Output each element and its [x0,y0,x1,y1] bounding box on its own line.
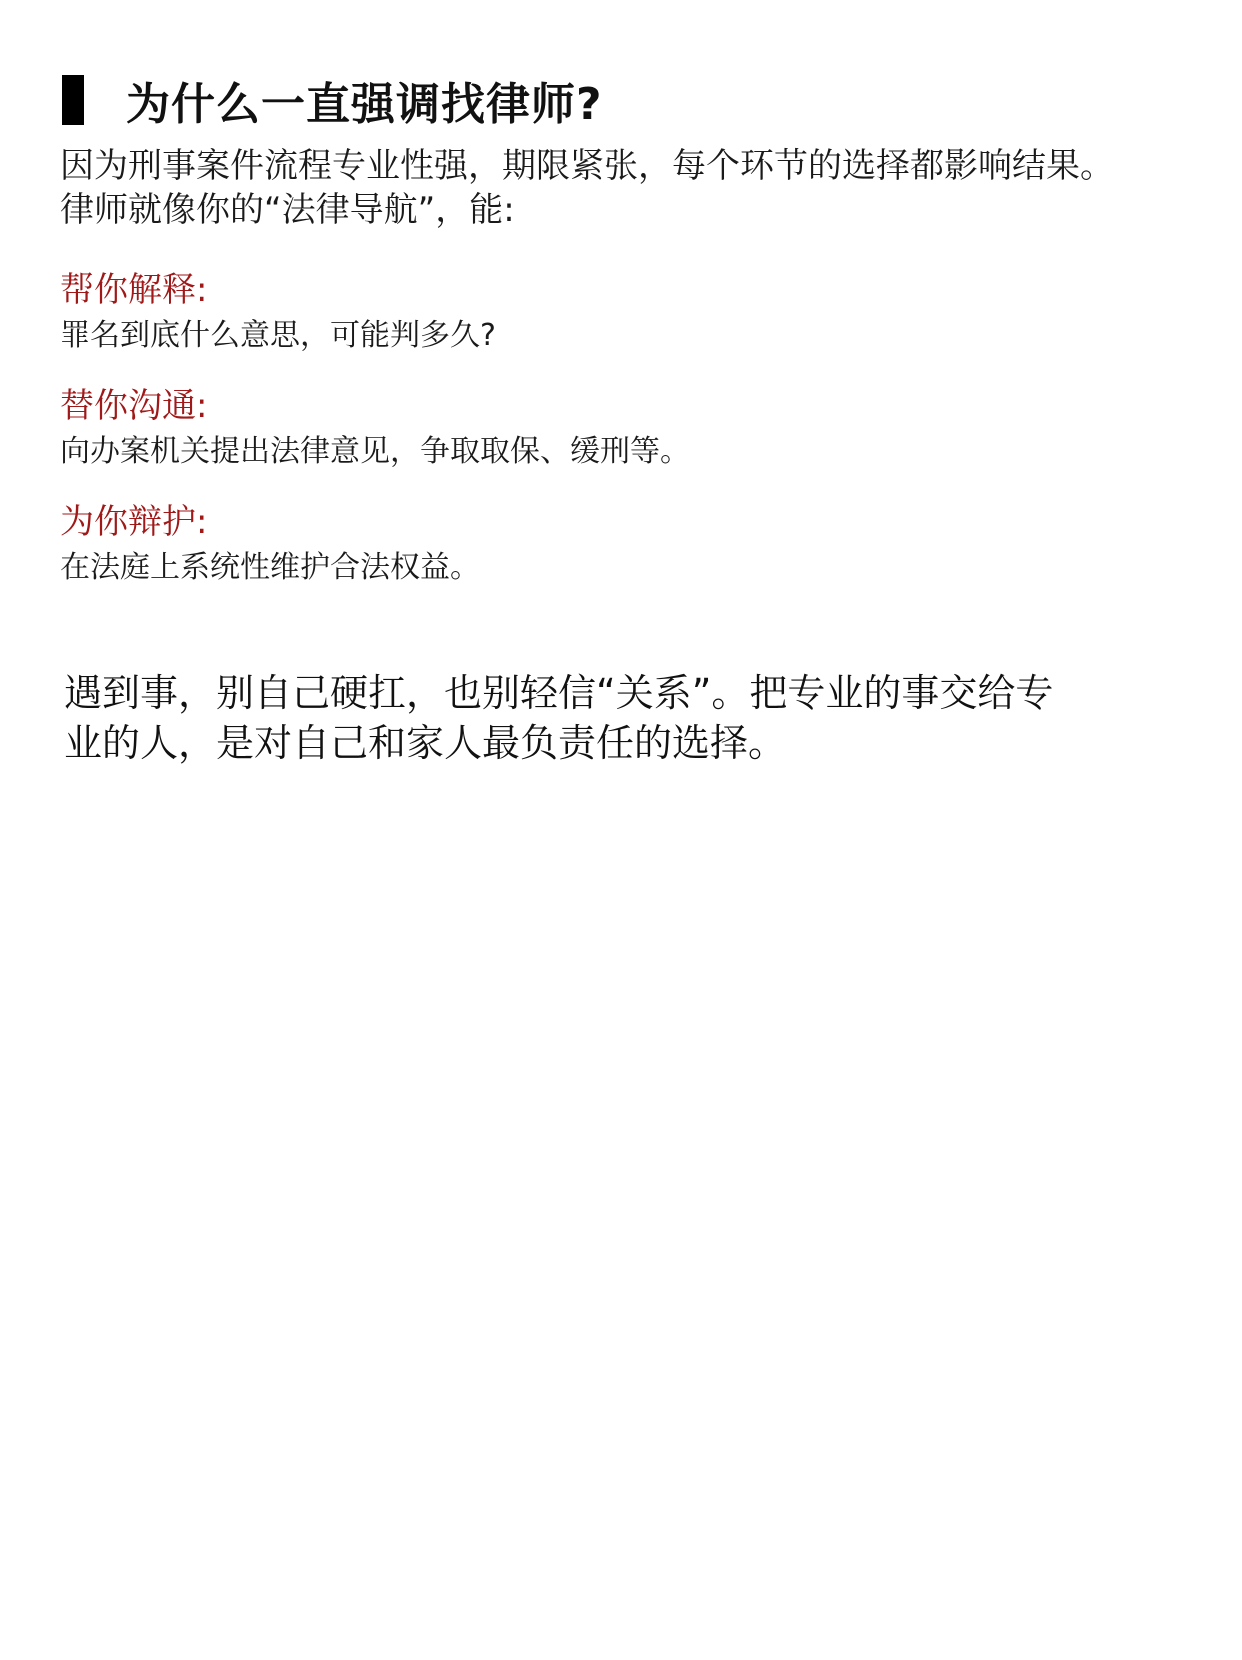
page-heading [62,68,603,132]
section-title-explain: 帮你解释: [60,270,208,310]
intro-paragraph [60,144,1210,232]
section-communicate [60,384,1210,472]
heading-marker-bar [62,75,84,125]
closing-paragraph [64,668,1194,768]
section-title-communicate: 替你沟通: [60,386,208,426]
intro-line-2: 律师就像你的“法律导航”，能: [60,190,515,230]
section-desc-communicate: 向办案机关提出法律意见，争取取保、缓刑等。 [60,434,690,469]
section-desc-defend: 在法庭上系统性维护合法权益。 [60,550,480,585]
section-title-defend: 为你辩护: [60,502,208,542]
section-defend [60,500,1210,588]
intro-line-1: 因为刑事案件流程专业性强，期限紧张，每个环节的选择都影响结果。 [60,146,1114,186]
closing-line-2: 业的人，是对自己和家人最负责任的选择。 [64,721,787,765]
section-explain [60,268,1210,356]
closing-line-1: 遇到事，别自己硬扛，也别轻信“关系”。把专业的事交给专 [64,671,1054,715]
page-title: 为什么一直强调找律师? [126,79,603,130]
section-desc-explain: 罪名到底什么意思，可能判多久? [60,318,496,353]
